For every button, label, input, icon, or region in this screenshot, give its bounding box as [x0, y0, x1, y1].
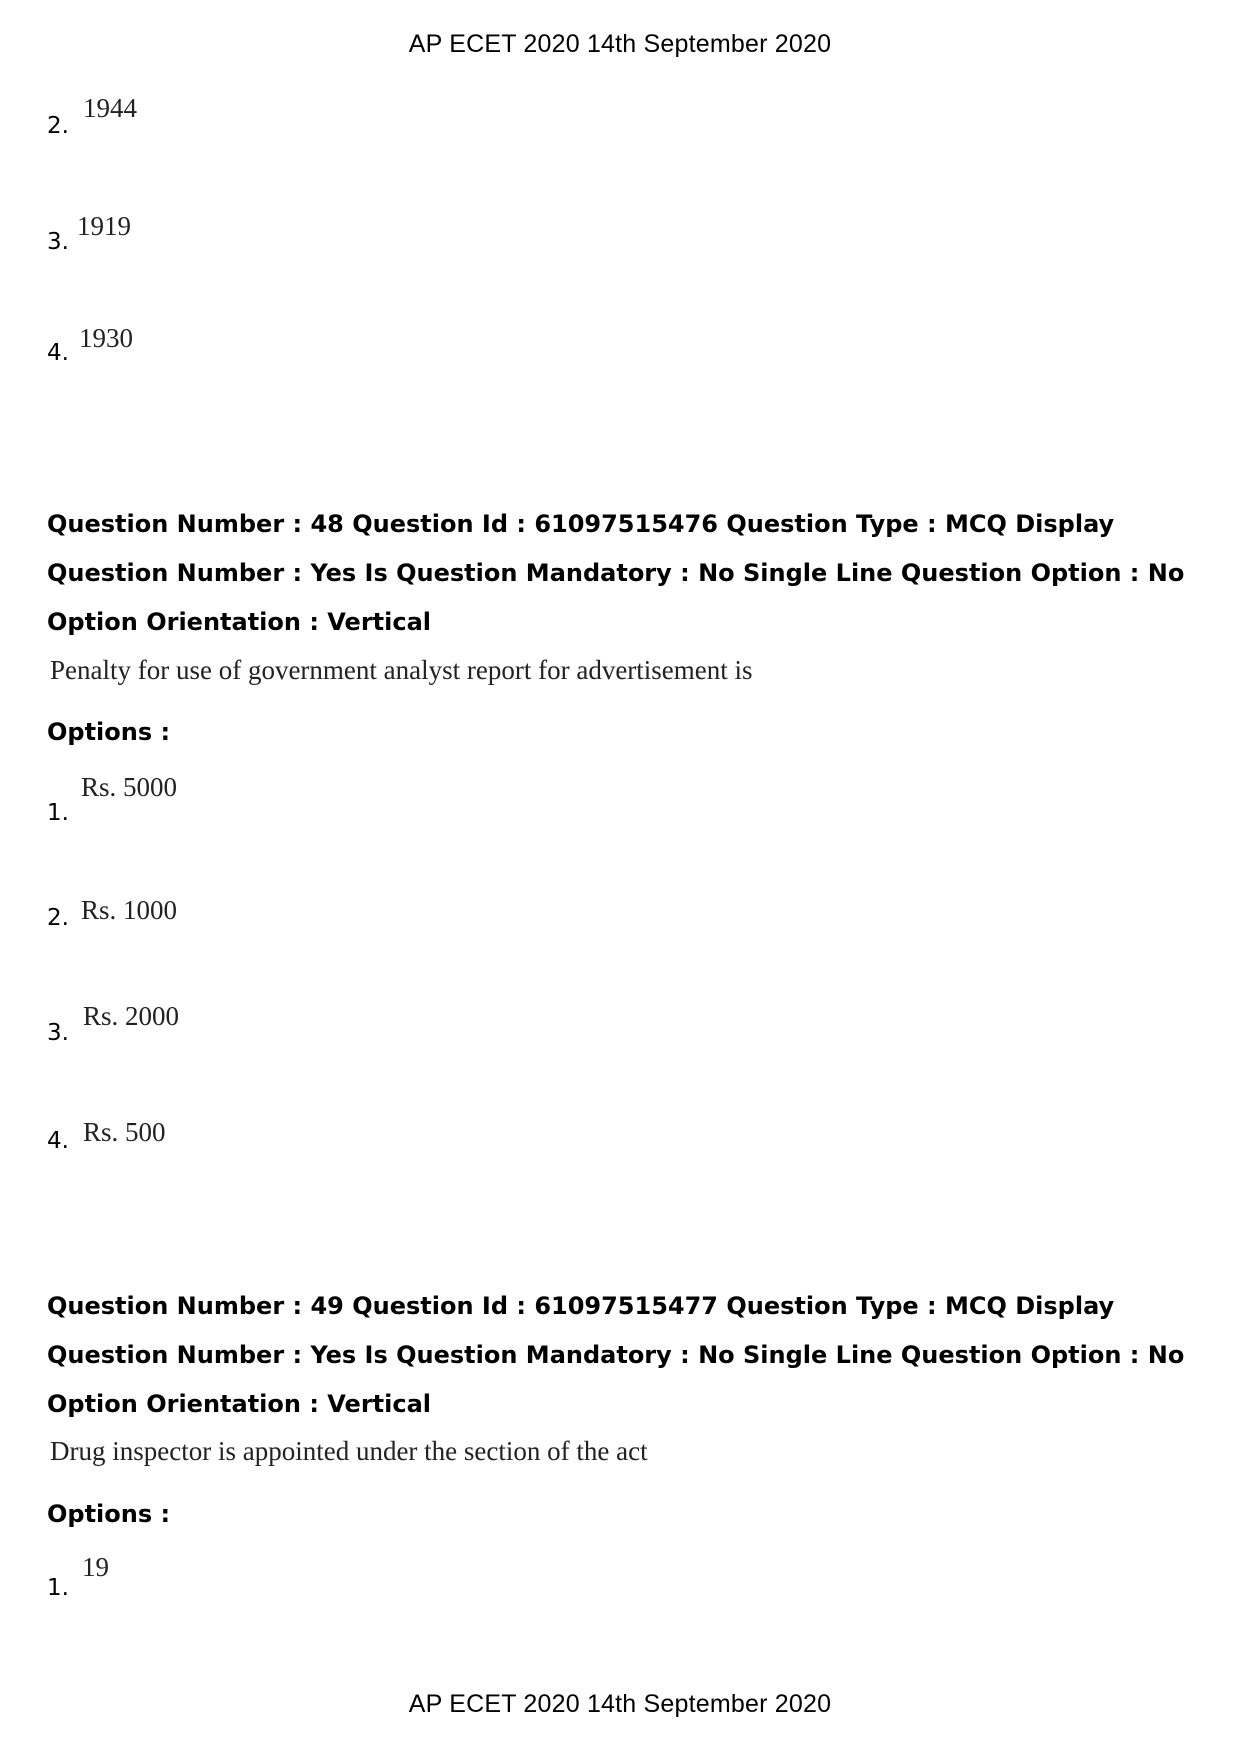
option-text: 1944	[83, 93, 137, 123]
option-number: 3.	[47, 229, 69, 255]
question-meta: Question Number : 48 Question Id : 61097515476 Question Type : MCQ Display Question Number : Yes Is Question Mandatory : No Single Line Question Option : No Option Orientation : Vertical	[47, 510, 1185, 636]
option-text: Rs. 5000	[81, 772, 178, 802]
question-text: Drug inspector is appointed under the section of the act	[50, 1436, 648, 1466]
options-label: Options :	[47, 718, 171, 746]
option-text: Rs. 500	[83, 1117, 166, 1147]
option-number: 4.	[47, 340, 69, 366]
page-header: AP ECET 2020 14th September 2020	[408, 30, 832, 58]
question-text: Penalty for use of government analyst report for advertisement is	[50, 655, 753, 685]
option-text: 1930	[79, 323, 133, 353]
options-label: Options :	[47, 1500, 171, 1528]
option-text: Rs. 1000	[81, 895, 178, 925]
option-text: 1919	[77, 211, 131, 241]
page-footer: AP ECET 2020 14th September 2020	[408, 1690, 832, 1718]
option-number: 1.	[47, 1575, 69, 1601]
question-meta: Question Number : 49 Question Id : 61097515477 Question Type : MCQ Display Question Number : Yes Is Question Mandatory : No Single Line Question Option : No Option Orientation : Vertical	[47, 1292, 1185, 1418]
option-text: Rs. 2000	[83, 1001, 180, 1031]
option-number: 2.	[47, 905, 69, 931]
option-number: 3.	[47, 1020, 69, 1046]
option-text: 19	[82, 1552, 109, 1582]
option-number: 2.	[47, 113, 69, 139]
option-number: 4.	[47, 1128, 69, 1154]
option-number: 1.	[47, 800, 69, 826]
